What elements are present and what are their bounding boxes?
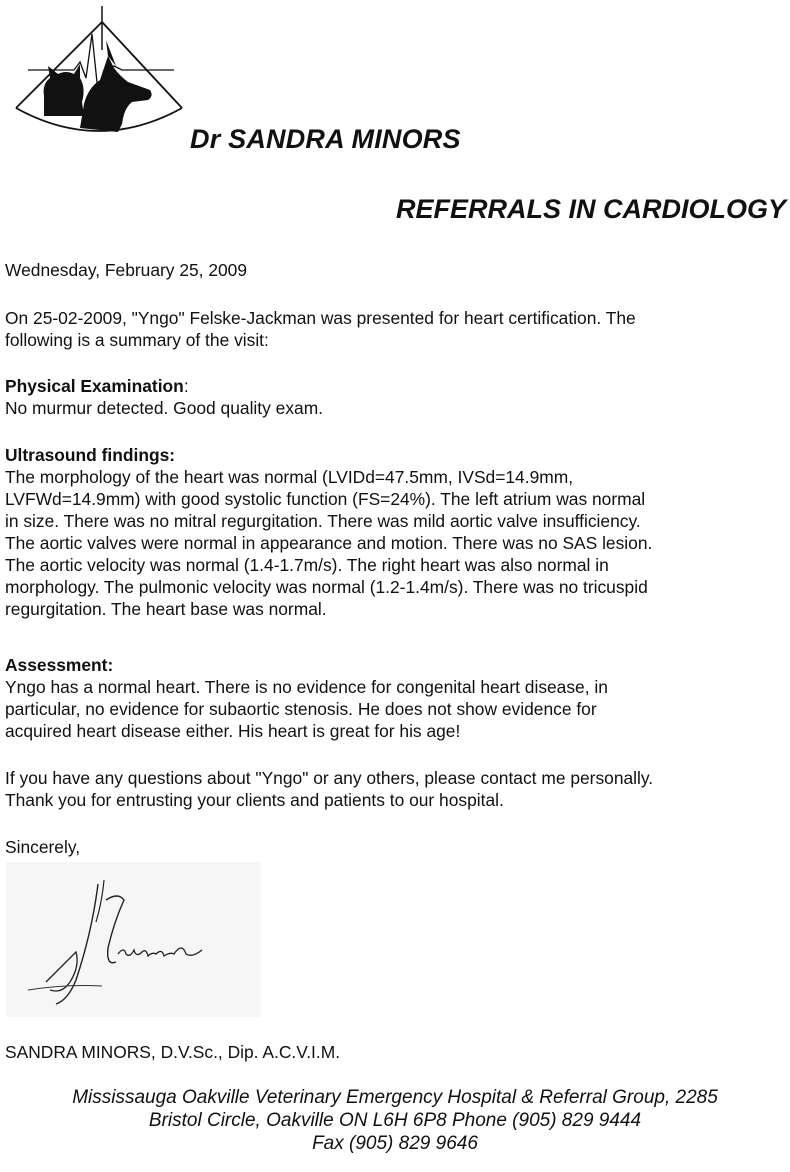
intro-line: following is a summary of the visit: [5,330,269,350]
closing-line: If you have any questions about "Yngo" or any others, please contact me personally. [5,768,654,788]
physical-exam-heading: Physical Examination [5,376,184,396]
physical-exam-text: No murmur detected. Good quality exam. [5,398,324,418]
ultrasound-heading: Ultrasound findings: [5,445,176,465]
cat-dog-heart-logo-icon [14,4,190,140]
ultrasound-line: LVFWd=14.9mm) with good systolic function (FS=24%). The left atrium was normal [5,489,646,509]
sign-off: Sincerely, [5,837,81,857]
ultrasound-section [5,444,787,620]
ultrasound-line: in size. There was no mitral regurgitation. There was mild aortic valve insufficiency. [5,511,641,531]
closing-line: Thank you for entrusting your clients and patients to our hospital. [5,790,504,810]
assessment-line: Yngo has a normal heart. There is no evidence for congenital heart disease, in [5,677,608,697]
physical-exam-heading-colon: : [183,376,189,396]
ultrasound-line: regurgitation. The heart base was normal. [5,599,327,619]
ultrasound-line: The aortic velocity was normal (1.4-1.7m/s). The right heart was also normal in [5,555,609,575]
assessment-heading: Assessment: [5,655,114,675]
handwritten-signature-icon [6,862,261,1017]
cardiology-logo [14,4,190,140]
letter-date: Wednesday, February 25, 2009 [5,260,248,280]
assessment-section [5,654,787,742]
practice-name: REFERRALS IN CARDIOLOGY [395,194,786,224]
ultrasound-line: morphology. The pulmonic velocity was normal (1.2-1.4m/s). There was no tricuspid [5,577,648,597]
intro-line: On 25-02-2009, "Yngo" Felske-Jackman was presented for heart certification. The [5,308,636,328]
ultrasound-line: The aortic valves were normal in appearance and motion. There was no SAS lesion. [5,533,653,553]
ultrasound-line: The morphology of the heart was normal (LVIDd=47.5mm, IVSd=14.9mm, [5,467,574,487]
hospital-address-footer [0,1086,790,1155]
physical-exam-heading-line [5,375,787,397]
assessment-line: acquired heart disease either. His heart is great for his age! [5,721,461,741]
footer-line: Fax (905) 829 9646 [312,1133,478,1154]
footer-line: Mississauga Oakville Veterinary Emergency Hospital & Referral Group, 2285 [72,1087,718,1108]
signer-name: SANDRA MINORS, D.V.Sc., Dip. A.C.V.I.M. [5,1042,341,1062]
footer-line: Bristol Circle, Oakville ON L6H 6P8 Phone (905) 829 9444 [148,1110,642,1131]
doctor-name: Dr SANDRA MINORS [190,124,461,154]
assessment-line: particular, no evidence for subaortic stenosis. He does not show evidence for [5,699,597,719]
signature [6,862,261,1017]
physical-exam-section [5,375,787,419]
closing-paragraph [5,767,787,811]
intro-paragraph [5,307,787,351]
